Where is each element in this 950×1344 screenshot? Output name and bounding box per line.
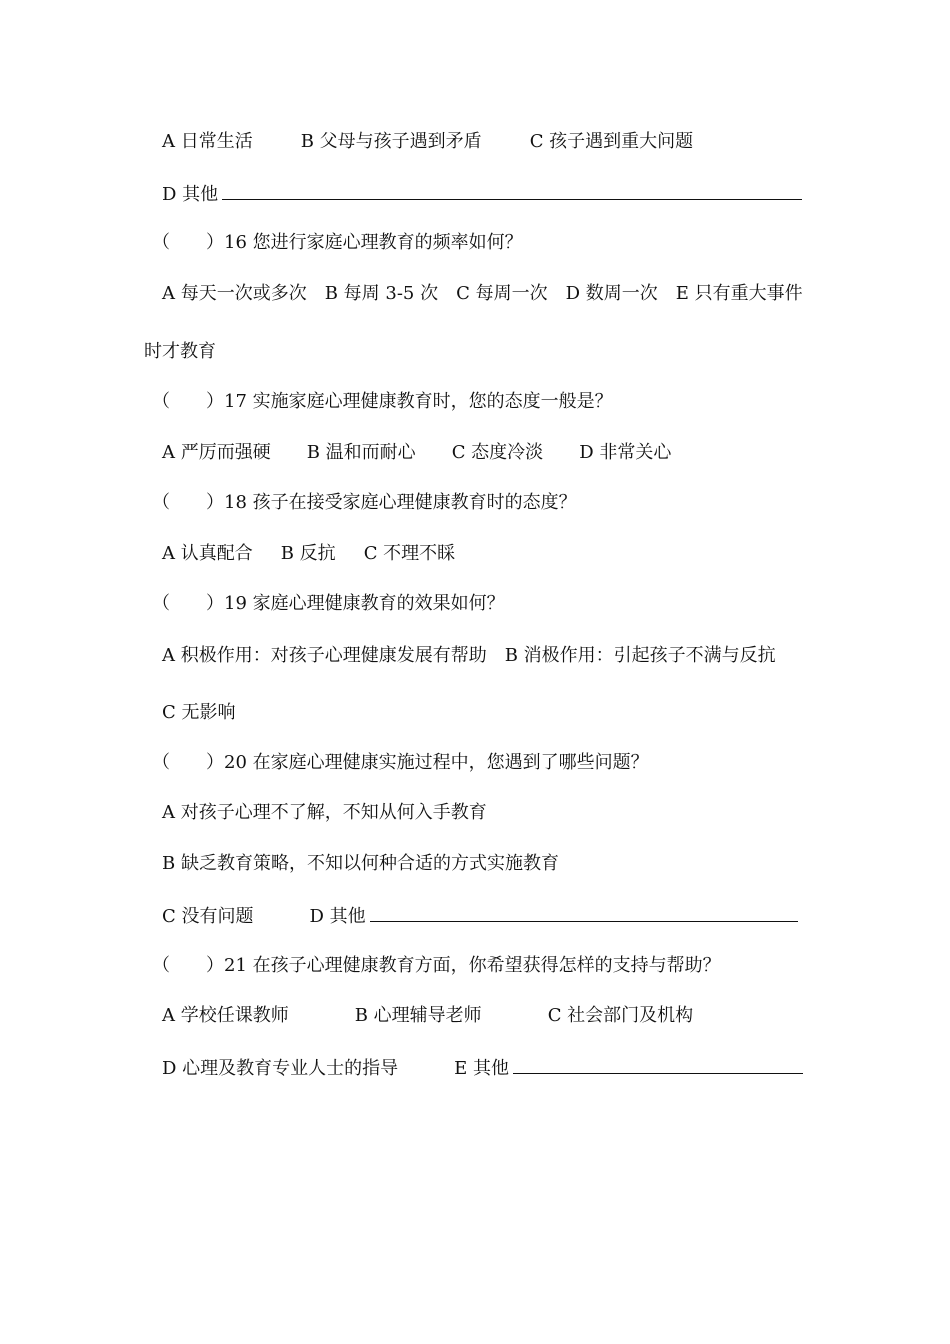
- question-21-options-de: [162, 1055, 803, 1081]
- option-a: A 认真配合: [162, 543, 253, 564]
- option-a: A 日常生活: [162, 131, 253, 152]
- option-b: B 温和而耐心: [306, 442, 416, 463]
- option-a: A 学校任课教师: [162, 1005, 289, 1026]
- option-b: B 反抗: [280, 543, 336, 564]
- question-21: （ ）21 在孩子心理健康教育方面，你希望获得怎样的支持与帮助？: [152, 955, 721, 976]
- option-c: C 态度冷淡: [451, 442, 544, 463]
- question-16-options: A 每天一次或多次 B 每周 3-5 次 C 每周一次 D 数周一次 E 只有重大事件: [162, 283, 803, 304]
- question-20: （ ）20 在家庭心理健康实施过程中，您遇到了哪些问题？: [152, 752, 649, 773]
- option-b: B 父母与孩子遇到矛盾: [300, 131, 482, 152]
- question-18: （ ）18 孩子在接受家庭心理健康教育时的态度？: [152, 492, 577, 513]
- question-20-option-b: B 缺乏教育策略，不知以何种合适的方式实施教育: [162, 853, 559, 874]
- option-c: C 孩子遇到重大问题: [529, 131, 694, 152]
- option-a: A 严厉而强硬: [162, 442, 271, 463]
- question-21-options-abc: [162, 1004, 693, 1028]
- question-19-options: A 积极作用：对孩子心理健康发展有帮助 B 消极作用：引起孩子不满与反抗: [162, 645, 776, 666]
- question-16: （ ）16 您进行家庭心理教育的频率如何？: [152, 232, 523, 253]
- question-16-options-cont: 时才教育: [144, 341, 216, 362]
- fill-in-blank[interactable]: [513, 1055, 803, 1074]
- option-d-other: D 其他: [309, 906, 366, 927]
- fill-in-blank[interactable]: [222, 181, 802, 200]
- option-d: D 非常关心: [579, 442, 672, 463]
- question-19-options-cont: C 无影响: [162, 702, 236, 723]
- option-c: C 不理不睬: [363, 543, 456, 564]
- question-17: （ ）17 实施家庭心理健康教育时，您的态度一般是？: [152, 391, 613, 412]
- option-d-other: D 其他: [162, 184, 219, 205]
- question-19: （ ）19 家庭心理健康教育的效果如何？: [152, 593, 505, 614]
- option-row-prev-question: [162, 130, 693, 154]
- option-e-other: E 其他: [454, 1058, 510, 1079]
- question-18-options: [162, 542, 455, 566]
- fill-in-blank[interactable]: [370, 903, 798, 922]
- question-17-options: [162, 441, 671, 465]
- option-d: D 心理及教育专业人士的指导: [162, 1058, 399, 1079]
- question-20-option-a: A 对孩子心理不了解，不知从何入手教育: [162, 802, 487, 823]
- option-c: C 没有问题: [162, 906, 254, 927]
- question-20-options-cd: [162, 903, 798, 929]
- option-row-other: [162, 181, 802, 207]
- option-b: B 心理辅导老师: [354, 1005, 482, 1026]
- option-c: C 社会部门及机构: [547, 1005, 694, 1026]
